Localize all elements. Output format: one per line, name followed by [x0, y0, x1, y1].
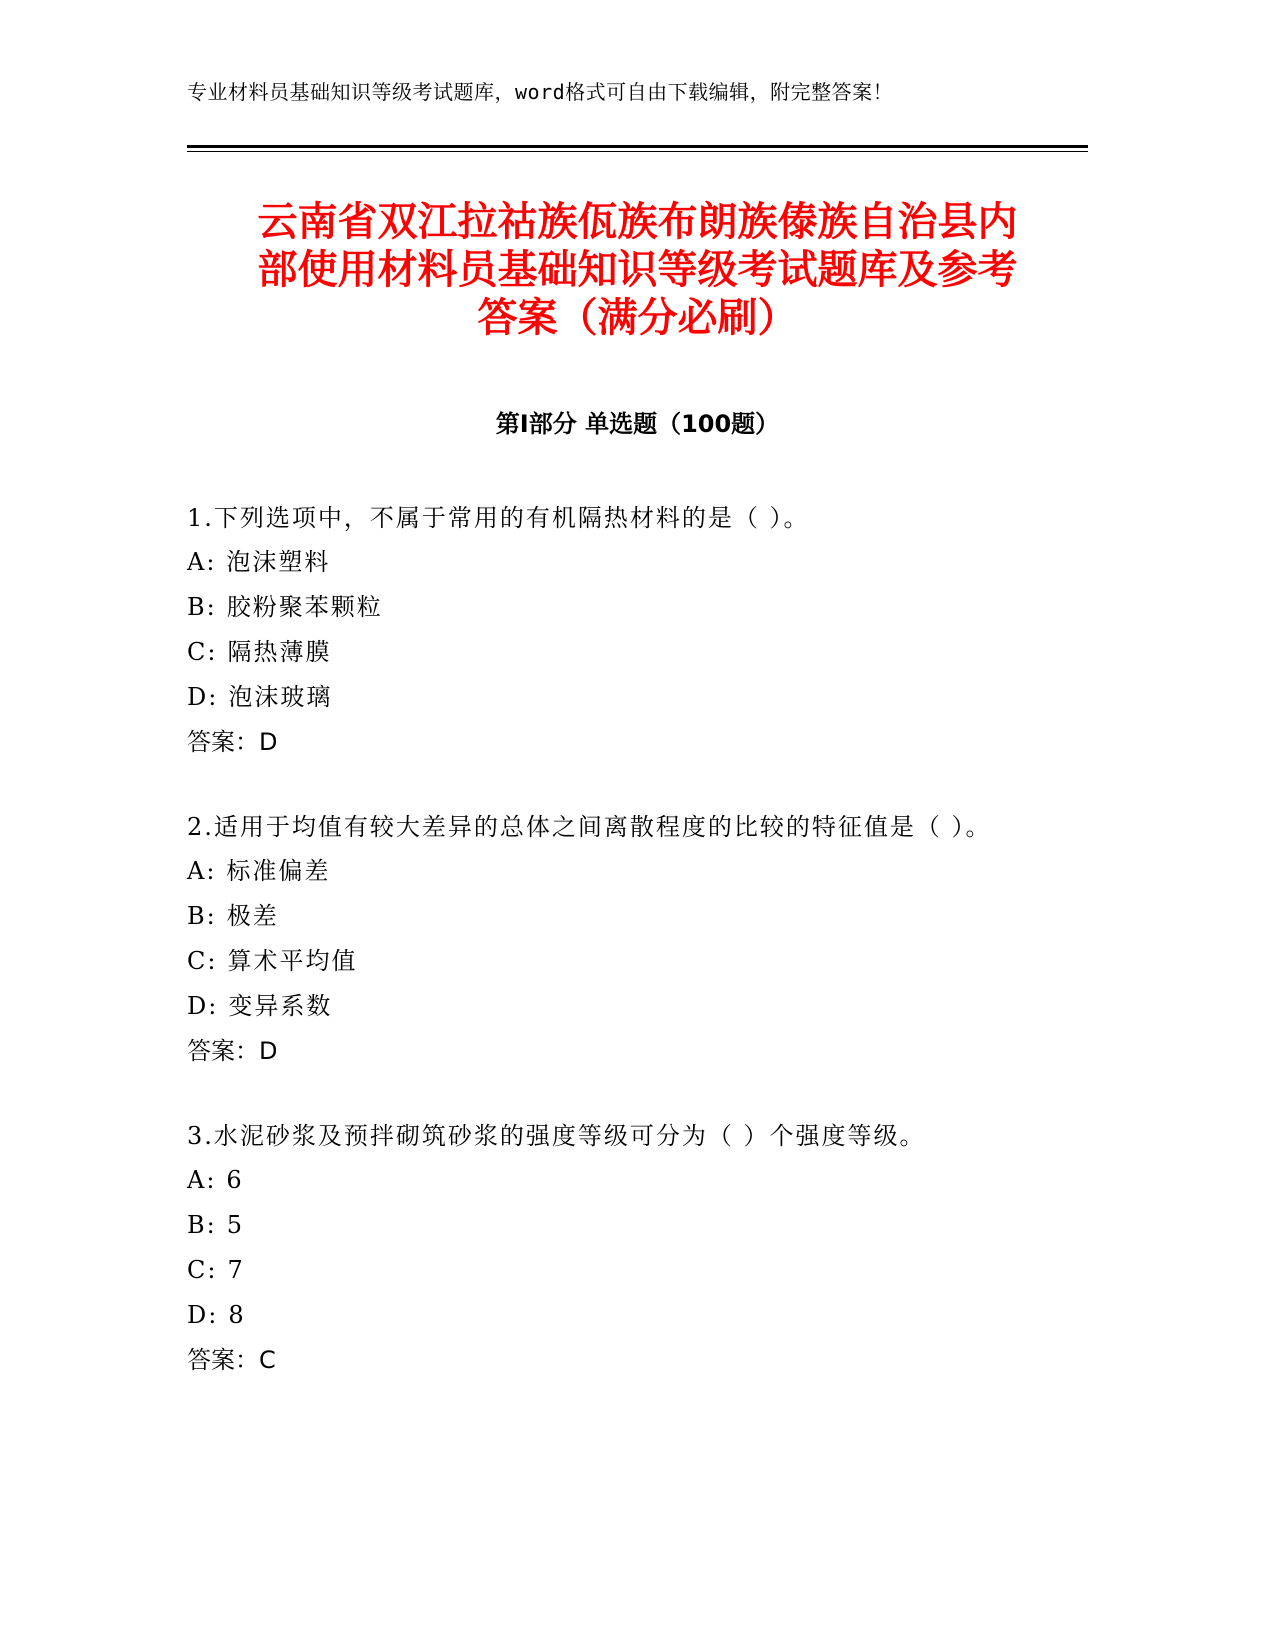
option-key: D:	[187, 992, 219, 1020]
option-key: A:	[187, 1166, 217, 1194]
title-line-2: 部使用材料员基础知识等级考试题库及参考	[257, 247, 1018, 293]
option-text: 泡沫玻璃	[228, 683, 333, 711]
option-key: D:	[187, 1301, 219, 1329]
answer-line: 答案：D	[187, 1037, 278, 1065]
option-a	[187, 849, 1088, 894]
answer-line: 答案：D	[187, 728, 278, 756]
option-key: B:	[187, 593, 217, 621]
option-key: D:	[187, 683, 219, 711]
option-text: 8	[228, 1301, 246, 1329]
option-text: 胶粉聚苯颗粒	[226, 593, 383, 621]
option-a	[187, 540, 1088, 585]
option-key: B:	[187, 1211, 217, 1239]
option-key: C:	[187, 947, 218, 975]
question-2	[187, 805, 1088, 1074]
question-3	[187, 1114, 1088, 1383]
header-rule-thick	[187, 145, 1088, 148]
option-d	[187, 675, 1088, 720]
option-c	[187, 1248, 1088, 1293]
question-list	[187, 496, 1088, 1423]
title-line-1: 云南省双江拉祜族佤族布朗族傣族自治县内	[257, 199, 1018, 245]
option-key: A:	[187, 857, 217, 885]
question-stem: 2.适用于均值有较大差异的总体之间离散程度的比较的特征值是（ ）。	[187, 813, 992, 841]
option-d	[187, 984, 1088, 1029]
section-title: 第Ⅰ部分 单选题（100题）	[495, 410, 780, 438]
option-text: 泡沫塑料	[226, 548, 331, 576]
question-1	[187, 496, 1088, 765]
header-rule-thin	[187, 151, 1088, 152]
option-d	[187, 1293, 1088, 1338]
option-text: 5	[226, 1211, 245, 1239]
option-text: 算术平均值	[227, 947, 358, 975]
option-key: C:	[187, 638, 218, 666]
option-key: C:	[187, 1256, 218, 1284]
option-b	[187, 585, 1088, 630]
option-c	[187, 630, 1088, 675]
option-key: A:	[187, 548, 217, 576]
question-stem: 3.水泥砂浆及预拌砌筑砂浆的强度等级可分为（ ）个强度等级。	[187, 1122, 926, 1150]
question-stem: 1.下列选项中，不属于常用的有机隔热材料的是（ ）。	[187, 504, 810, 532]
header-note: 专业材料员基础知识等级考试题库，word格式可自由下载编辑，附完整答案！	[187, 80, 894, 104]
option-a	[187, 1158, 1088, 1203]
document-title	[187, 198, 1088, 342]
answer-line: 答案：C	[187, 1346, 276, 1374]
title-line-3: 答案（满分必刷）	[477, 295, 798, 341]
option-b	[187, 894, 1088, 939]
option-b	[187, 1203, 1088, 1248]
option-text: 标准偏差	[226, 857, 331, 885]
option-key: B:	[187, 902, 217, 930]
option-text: 7	[227, 1256, 245, 1284]
option-text: 6	[226, 1166, 244, 1194]
option-text: 隔热薄膜	[227, 638, 332, 666]
option-text: 变异系数	[228, 992, 333, 1020]
option-text: 极差	[226, 902, 279, 930]
option-c	[187, 939, 1088, 984]
